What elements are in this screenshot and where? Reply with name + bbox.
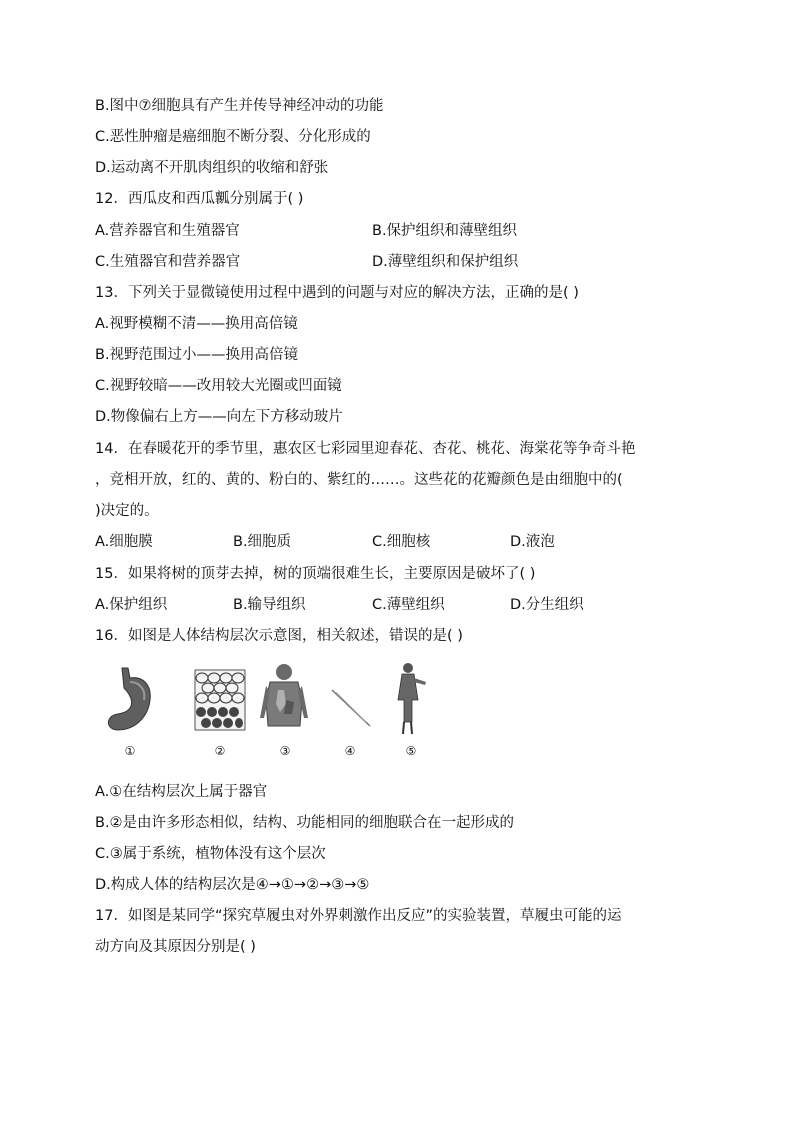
q14-stem-line3: )决定的。 bbox=[95, 503, 159, 519]
q17-stem-line2: 动方向及其原因分别是( ) bbox=[95, 939, 256, 955]
person-illustration bbox=[398, 663, 426, 734]
q17-stem-line1: 17．如图是某同学“探究草履虫对外界刺激作出反应”的实验装置，草履虫可能的运 bbox=[95, 908, 622, 924]
figure-label-3: ③ bbox=[279, 744, 291, 758]
q15-option-a: A.保护组织 bbox=[95, 597, 168, 613]
q14-option-c: C.细胞核 bbox=[372, 534, 431, 550]
q13-stem: 13．下列关于显微镜使用过程中遇到的问题与对应的解决方法，正确的是( ) bbox=[95, 285, 579, 301]
q14-option-d: D.液泡 bbox=[510, 534, 555, 550]
q16-option-d: D.构成人体的结构层次是④→①→②→③→⑤ bbox=[95, 877, 370, 893]
q12-option-b: B.保护组织和薄壁组织 bbox=[372, 223, 518, 239]
q11-option-c: C.恶性肿瘤是癌细胞不断分裂、分化形成的 bbox=[95, 129, 371, 145]
q13-option-a: A.视野模糊不清——换用高倍镜 bbox=[95, 316, 298, 332]
q16-option-a: A.①在结构层次上属于器官 bbox=[95, 784, 268, 800]
body-structure-figure bbox=[100, 660, 430, 765]
q12-stem: 12．西瓜皮和西瓜瓤分别属于( ) bbox=[95, 191, 304, 207]
torso-system-illustration bbox=[260, 664, 308, 726]
q11-option-d: D.运动离不开肌肉组织的收缩和舒张 bbox=[95, 160, 329, 176]
q13-option-d: D.物像偏右上方——向左下方移动玻片 bbox=[95, 409, 343, 425]
q15-option-d: D.分生组织 bbox=[510, 597, 584, 613]
q14-option-b: B.细胞质 bbox=[233, 534, 292, 550]
q12-option-d: D.薄壁组织和保护组织 bbox=[372, 254, 519, 270]
q13-option-b: B.视野范围过小——换用高倍镜 bbox=[95, 347, 299, 363]
q12-option-a: A.营养器官和生殖器官 bbox=[95, 223, 240, 239]
q14-option-a: A.细胞膜 bbox=[95, 534, 153, 550]
q14-stem-line2: ，竞相开放，红的、黄的、粉白的、紫红的……。这些花的花瓣颜色是由细胞中的( bbox=[95, 472, 623, 488]
q15-stem: 15．如果将树的顶芽去掉，树的顶端很难生长，主要原因是破坏了( ) bbox=[95, 566, 536, 582]
q15-option-c: C.薄壁组织 bbox=[372, 597, 445, 613]
q16-stem: 16．如图是人体结构层次示意图，相关叙述，错误的是( ) bbox=[95, 628, 463, 644]
figure-label-5: ⑤ bbox=[405, 744, 417, 758]
cell-illustration bbox=[332, 690, 370, 726]
stomach-illustration bbox=[108, 668, 150, 730]
figure-illustrations bbox=[100, 660, 430, 740]
figure-label-4: ④ bbox=[344, 744, 356, 758]
figure-label-1: ① bbox=[124, 744, 136, 758]
q11-option-b: B.图中⑦细胞具有产生并传导神经冲动的功能 bbox=[95, 98, 384, 114]
q16-option-b: B.②是由许多形态相似，结构、功能相同的细胞联合在一起形成的 bbox=[95, 815, 515, 831]
tissue-illustration bbox=[195, 670, 245, 730]
q12-option-c: C.生殖器官和营养器官 bbox=[95, 254, 241, 270]
figure-label-2: ② bbox=[214, 744, 226, 758]
q15-option-b: B.输导组织 bbox=[233, 597, 306, 613]
q16-option-c: C.③属于系统，植物体没有这个层次 bbox=[95, 846, 326, 862]
q14-stem-line1: 14．在春暖花开的季节里，惠农区七彩园里迎春花、杏花、桃花、海棠花等争奇斗艳 bbox=[95, 441, 636, 457]
q13-option-c: C.视野较暗——改用较大光圈或凹面镜 bbox=[95, 378, 342, 394]
